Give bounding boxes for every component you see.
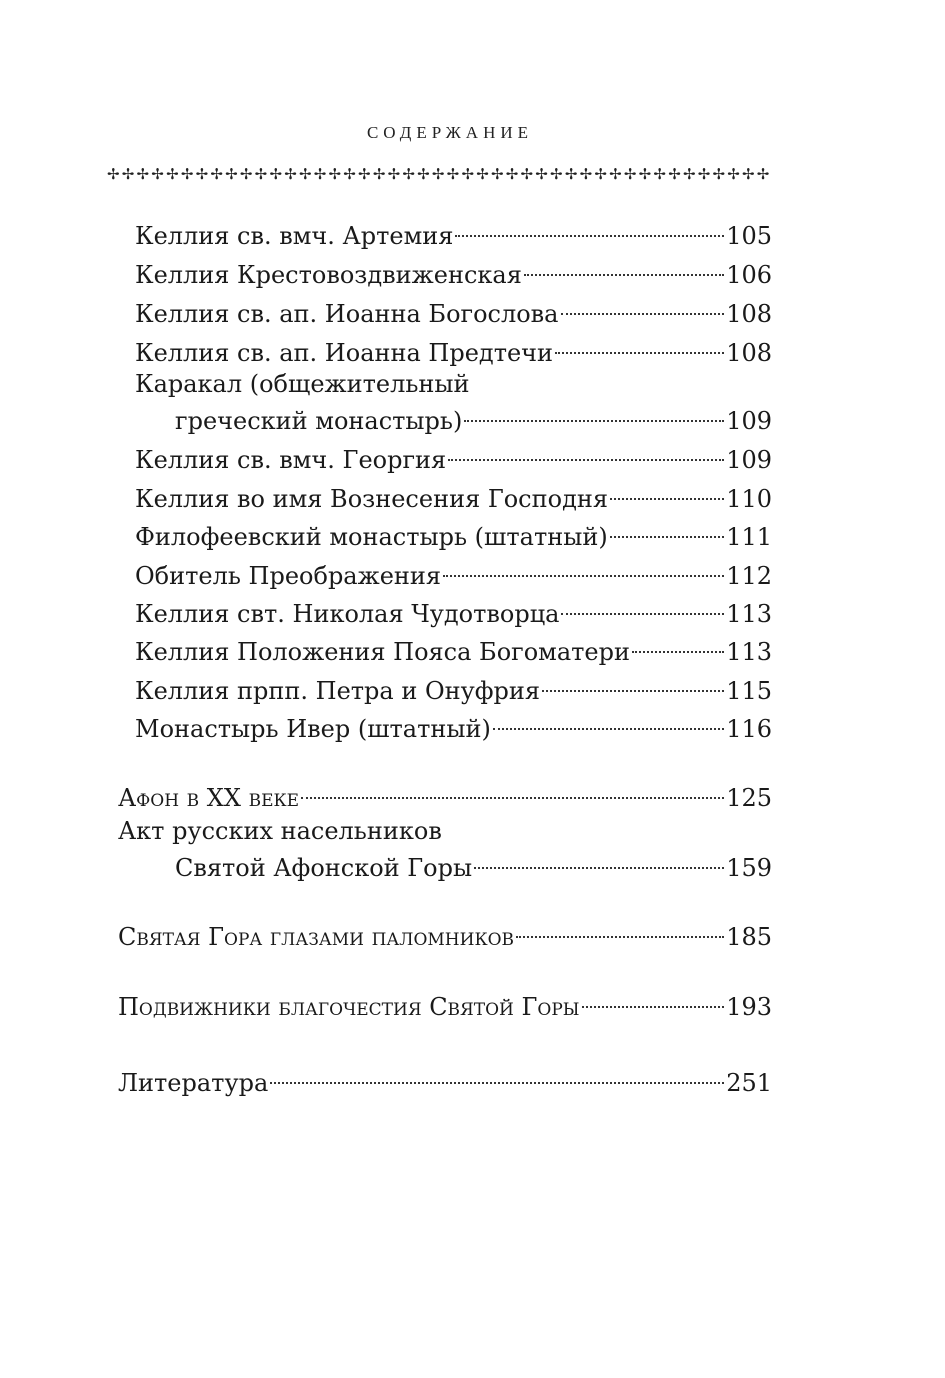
toc-section-title-line2: Святой Афонской Горы <box>175 854 473 882</box>
toc-section[interactable] <box>118 1061 772 1098</box>
toc-section-title: Афон в ХХ веке <box>118 784 300 812</box>
leader-dots <box>561 592 724 622</box>
toc-entry[interactable] <box>135 331 772 368</box>
leader-dots <box>610 477 724 507</box>
ornament-divider: ✢✢✢✢✢✢✢✢✢✢✢✢✢✢✢✢✢✢✢✢✢✢✢✢✢✢✢✢✢✢✢✢✢✢✢✢✢✢✢✢✢✢✢✢✢ <box>107 165 772 183</box>
toc-section-title: Литература <box>118 1069 269 1097</box>
leader-dots <box>555 331 724 361</box>
toc-section-title: Подвижники благочестия Святой Горы <box>118 993 580 1021</box>
toc-section[interactable] <box>118 985 772 1022</box>
toc-entry-page: 108 <box>726 300 772 328</box>
leader-dots <box>474 846 724 876</box>
leader-dots <box>516 915 724 945</box>
toc-entry[interactable] <box>135 292 772 329</box>
toc-entry[interactable] <box>135 669 772 706</box>
toc-section-page: 251 <box>726 1069 772 1097</box>
toc-section-title-line1: Акт русских насельников <box>118 817 442 845</box>
leader-dots <box>464 399 724 429</box>
toc-entry[interactable] <box>135 630 772 667</box>
toc-entry-title: Келлия св. ап. Иоанна Богослова <box>135 300 559 328</box>
toc-entry[interactable] <box>135 515 772 552</box>
leader-dots <box>301 776 724 806</box>
toc-entry-page: 105 <box>726 222 772 250</box>
toc-entry-page: 109 <box>726 446 772 474</box>
toc-entry-title: Келлия во имя Вознесения Господня <box>135 485 608 513</box>
toc-entry-title: Келлия св. вмч. Георгия <box>135 446 447 474</box>
toc-entry-page: 113 <box>726 600 772 628</box>
toc-entry[interactable] <box>135 253 772 290</box>
toc-entry-title: Келлия Положения Пояса Богоматери <box>135 638 630 666</box>
toc-entry[interactable] <box>135 707 772 744</box>
leader-dots <box>443 554 724 584</box>
toc-entry[interactable] <box>135 554 772 591</box>
toc-section[interactable] <box>118 776 772 813</box>
toc-entry-page: 108 <box>726 339 772 367</box>
leader-dots <box>632 630 724 660</box>
toc-section-page: 125 <box>726 784 772 812</box>
toc-entry-title-line1: Каракал (общежительный <box>135 370 470 398</box>
toc-entry-page: 113 <box>726 638 772 666</box>
toc-entry[interactable] <box>135 438 772 475</box>
toc-entry-page: 115 <box>726 677 772 705</box>
toc-entry-page: 109 <box>726 407 772 435</box>
leader-dots <box>493 707 724 737</box>
toc-entry[interactable] <box>135 592 772 629</box>
leader-dots <box>524 253 724 283</box>
toc-entry-title: Келлия свт. Николая Чудотворца <box>135 600 560 628</box>
toc-section-page: 193 <box>726 993 772 1021</box>
leader-dots <box>455 214 724 244</box>
toc-entry-title: Монастырь Ивер (штатный) <box>135 715 491 743</box>
toc-entry-title: Келлия Крестовоздвиженская <box>135 261 522 289</box>
leader-dots <box>270 1061 724 1091</box>
toc-entry-title: Келлия св. ап. Иоанна Предтечи <box>135 339 554 367</box>
toc-entry-title: Келлия прпп. Петра и Онуфрия <box>135 677 541 705</box>
toc-section-page: 185 <box>726 923 772 951</box>
leader-dots <box>561 292 725 322</box>
toc-entry-title-line2: греческий монастырь) <box>175 407 463 435</box>
page-title: СОДЕРЖАНИЕ <box>366 123 534 142</box>
leader-dots <box>610 515 725 545</box>
toc-section-page: 159 <box>726 854 772 882</box>
leader-dots <box>448 438 724 468</box>
toc-entry[interactable] <box>175 399 772 436</box>
toc-entry-page: 112 <box>726 562 772 590</box>
toc-entry-page: 111 <box>726 523 772 551</box>
toc-entry-page: 110 <box>726 485 772 513</box>
toc-entry-title: Филофеевский монастырь (штатный) <box>135 523 608 551</box>
toc-entry-title: Келлия св. вмч. Артемия <box>135 222 454 250</box>
leader-dots <box>542 669 724 699</box>
toc-entry-page: 116 <box>726 715 772 743</box>
toc-entry[interactable] <box>135 477 772 514</box>
toc-entry[interactable] <box>135 214 772 251</box>
toc-section[interactable] <box>118 915 772 952</box>
toc-entry-title: Обитель Преображения <box>135 562 442 590</box>
leader-dots <box>582 985 725 1015</box>
toc-entry-page: 106 <box>726 261 772 289</box>
toc-section-title: Святая Гора глазами паломников <box>118 923 515 951</box>
toc-section[interactable] <box>175 846 772 883</box>
